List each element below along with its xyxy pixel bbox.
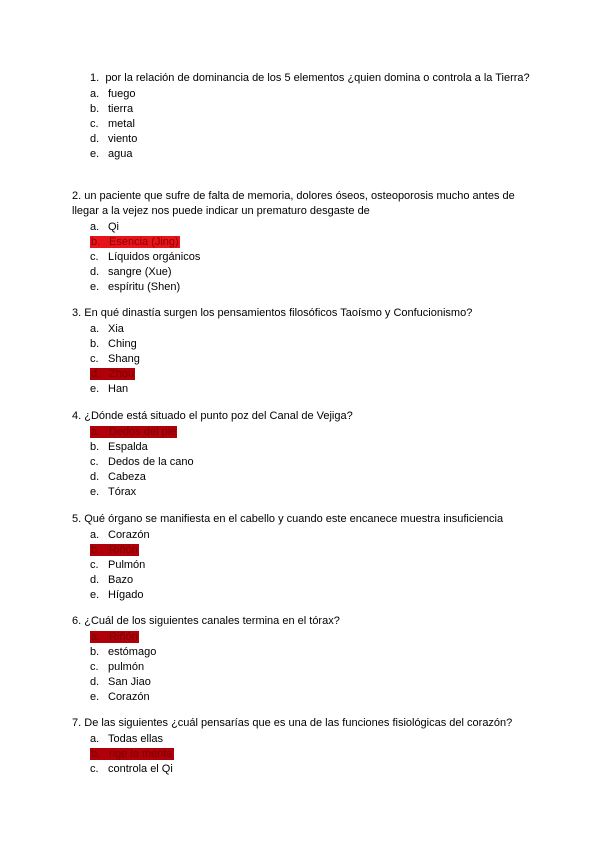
question-number: 5. xyxy=(72,513,82,525)
question-6 xyxy=(72,614,532,705)
option-list xyxy=(72,87,532,162)
option-e: e. Corazón xyxy=(90,691,150,703)
question-text xyxy=(72,614,532,629)
option-list xyxy=(72,322,532,397)
option-c: c. Pulmón xyxy=(90,559,146,571)
question-number: 1. xyxy=(90,72,100,84)
question-7 xyxy=(72,716,532,777)
highlight-mark: a. Dedos del pie xyxy=(91,426,177,438)
option-a: a. Todas ellas xyxy=(90,733,164,745)
question-text xyxy=(72,306,532,321)
question-2 xyxy=(72,189,532,295)
question-body: En qué dinastía surgen los pensamientos filosóficos Taoísmo y Confucionismo? xyxy=(84,307,473,319)
option-e: e. espíritu (Shen) xyxy=(90,281,181,293)
highlight-mark: d. Zhou xyxy=(91,368,135,380)
option-c: c. Líquidos orgánicos xyxy=(90,251,201,263)
question-text xyxy=(72,512,532,527)
option-b-highlighted xyxy=(90,235,532,250)
option-a-highlighted xyxy=(90,425,532,440)
question-body: Qué órgano se manifiesta en el cabello y cuando este encanece muestra insuficiencia xyxy=(84,513,504,525)
option-b-highlighted xyxy=(90,747,532,762)
question-number: 2. xyxy=(72,190,82,202)
option-a: a. Xia xyxy=(90,323,124,335)
question-number: 3. xyxy=(72,307,82,319)
option-list xyxy=(72,630,532,705)
question-4 xyxy=(72,409,532,500)
option-d: d. sangre (Xue) xyxy=(90,266,172,278)
question-text xyxy=(72,409,532,424)
option-e: e. Tórax xyxy=(90,486,137,498)
option-d: d. San Jiao xyxy=(90,676,151,688)
option-a: a. fuego xyxy=(90,88,136,100)
question-text xyxy=(72,71,532,86)
option-c: c. Shang xyxy=(90,353,140,365)
question-body: por la relación de dominancia de los 5 elementos ¿quien domina o controla a la Tierra? xyxy=(105,72,530,84)
question-number: 7. xyxy=(72,717,82,729)
question-text xyxy=(72,189,532,219)
option-d: d. Cabeza xyxy=(90,471,146,483)
option-list xyxy=(72,528,532,603)
option-d: d. Bazo xyxy=(90,574,134,586)
highlight-mark: b. Riñón xyxy=(91,544,138,556)
option-list xyxy=(72,732,532,777)
option-d-highlighted xyxy=(90,367,532,382)
option-d: d. viento xyxy=(90,133,138,145)
option-e: e. Hígado xyxy=(90,589,144,601)
option-a: a. Corazón xyxy=(90,529,150,541)
option-list xyxy=(72,220,532,295)
question-body: ¿Cuál de los siguientes canales termina en el tórax? xyxy=(84,615,340,627)
question-body: De las siguientes ¿cuál pensarías que es una de las funciones fisiológicas del corazón? xyxy=(84,717,513,729)
option-e: e. agua xyxy=(90,148,133,160)
option-b: b. estómago xyxy=(90,646,157,658)
question-body: ¿Dónde está situado el punto poz del Canal de Vejiga? xyxy=(84,410,353,422)
question-body: un paciente que sufre de falta de memoria, dolores óseos, osteoporosis mucho antes de llegar a la vejez nos puede indicar un prematuro desgaste de xyxy=(72,190,515,217)
highlight-mark: a. Riñón xyxy=(91,631,138,643)
option-c: c. controla el Qi xyxy=(90,763,173,775)
option-c: c. metal xyxy=(90,118,135,130)
highlight-mark: b. Esencia (Jing) xyxy=(91,236,179,248)
option-b: b. Ching xyxy=(90,338,137,350)
question-number: 4. xyxy=(72,410,82,422)
highlight-mark: b. rige la mente xyxy=(91,748,173,760)
option-c: c. Dedos de la cano xyxy=(90,456,194,468)
option-a: a. Qi xyxy=(90,221,119,233)
option-e: e. Han xyxy=(90,383,129,395)
option-a-highlighted xyxy=(90,630,532,645)
option-b: b. Espalda xyxy=(90,441,148,453)
option-list xyxy=(72,425,532,500)
question-3 xyxy=(72,306,532,397)
question-1 xyxy=(72,71,532,162)
option-b: b. tierra xyxy=(90,103,134,115)
option-b-highlighted xyxy=(90,543,532,558)
option-c: c. pulmón xyxy=(90,661,145,673)
question-5 xyxy=(72,512,532,603)
question-text xyxy=(72,716,532,731)
question-number: 6. xyxy=(72,615,82,627)
